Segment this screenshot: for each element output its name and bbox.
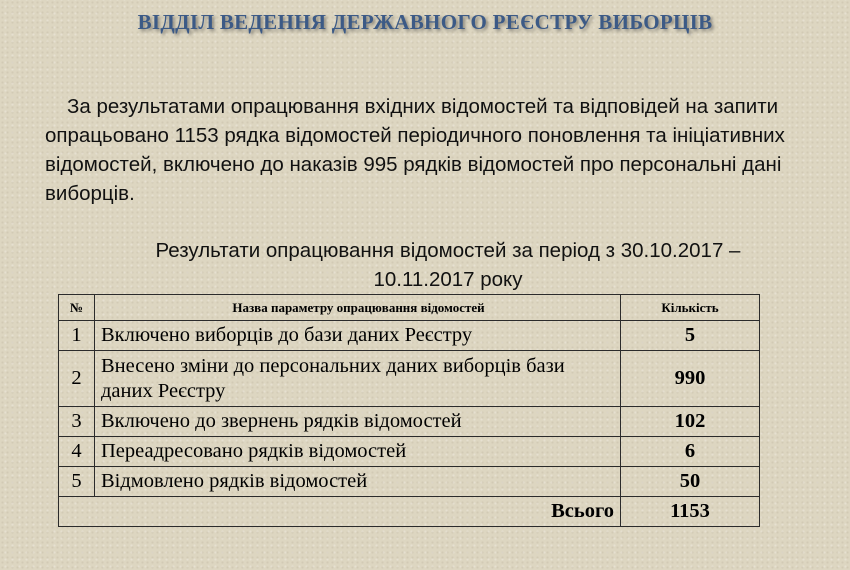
header-number: №	[59, 295, 95, 321]
row-parameter-name: Включено до звернень рядків відомостей	[95, 407, 621, 437]
row-number: 1	[59, 321, 95, 351]
row-quantity: 5	[621, 321, 760, 351]
row-quantity: 990	[621, 351, 760, 407]
row-number: 5	[59, 467, 95, 497]
results-table	[58, 294, 760, 527]
table-row	[59, 321, 760, 351]
header-quantity: Кількість	[621, 295, 760, 321]
table-header-row	[59, 295, 760, 321]
table-row	[59, 467, 760, 497]
table-caption-line-1: Результати опрацювання відомостей за період з 30.10.2017 –	[155, 239, 741, 262]
row-number: 2	[59, 351, 95, 407]
table-row	[59, 407, 760, 437]
table-caption	[98, 236, 798, 294]
page-title: ВІДДІЛ ВЕДЕННЯ ДЕРЖАВНОГО РЕЄСТРУ ВИБОРЦІВ	[137, 10, 713, 34]
row-number: 4	[59, 437, 95, 467]
row-parameter-name: Переадресовано рядків відомостей	[95, 437, 621, 467]
total-value: 1153	[621, 497, 760, 527]
row-quantity: 102	[621, 407, 760, 437]
table-caption-line-2: 10.11.2017 року	[373, 268, 523, 291]
header-parameter-name: Назва параметру опрацювання відомостей	[95, 295, 621, 321]
intro-paragraph: За результатами опрацювання вхідних відомостей та відповідей на запити опрацьовано 1153 рядка відомостей періодичного поновлення та ініціативних відомостей, включено до наказів 995 рядків відомостей про персональні дані виборців.	[45, 95, 785, 205]
table-total-row	[59, 497, 760, 527]
row-parameter-name: Відмовлено рядків відомостей	[95, 467, 621, 497]
total-label: Всього	[59, 497, 621, 527]
row-quantity: 50	[621, 467, 760, 497]
table-row	[59, 351, 760, 407]
row-parameter-name: Внесено зміни до персональних даних виборців бази даних Реєстру	[95, 351, 621, 407]
table-row	[59, 437, 760, 467]
row-quantity: 6	[621, 437, 760, 467]
row-number: 3	[59, 407, 95, 437]
row-parameter-name: Включено виборців до бази даних Реєстру	[95, 321, 621, 351]
